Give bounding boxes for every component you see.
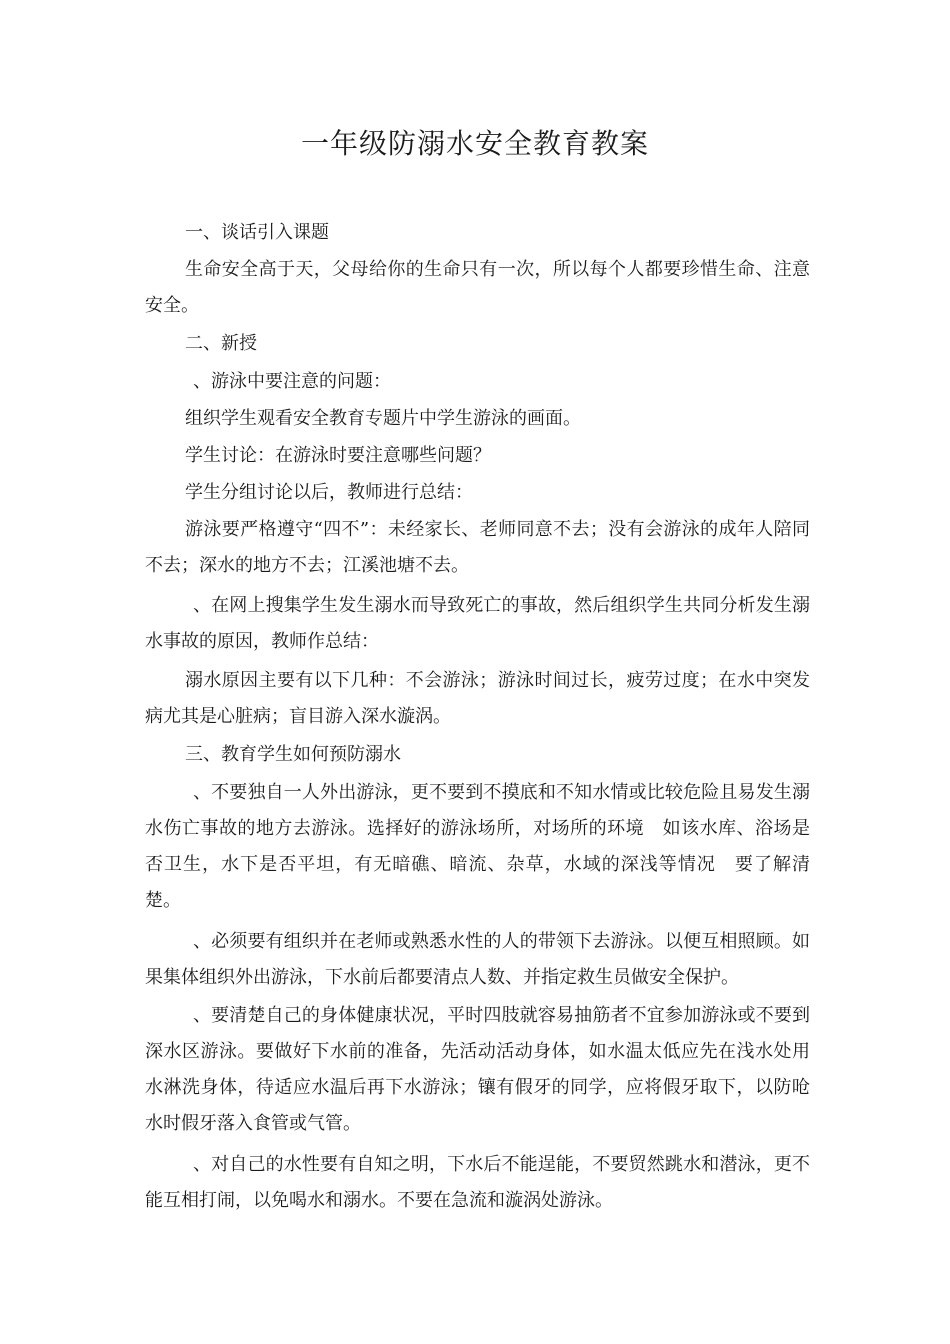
paragraph: 溺水原因主要有以下几种：不会游泳；游泳时间过长，疲劳过度；在水中突发病尤其是心脏病；盲目游入深水漩涡。 [145,670,810,727]
paragraph: 、不要独自一人外出游泳，更不要到不摸底和不知水情或比较危险且易发生溺水伤亡事故的地方去游泳。选择好的游泳场所，对场所的环境 如该水库、浴场是否卫生，水下是否平坦，有无暗礁、暗流、杂草，水域的深浅等情况 要了解清楚。 [145,782,810,911]
paragraph: 组织学生观看安全教育专题片中学生游泳的画面。 [185,408,581,429]
document-title: 一年级防溺水安全教育教案 [300,127,649,160]
paragraph: 、必须要有组织并在老师或熟悉水性的人的带领下去游泳。以便互相照顾。如果集体组织外出游泳，下水前后都要清点人数、并指定救生员做安全保护。 [145,931,810,988]
paragraph: 、在网上搜集学生发生溺水而导致死亡的事故，然后组织学生共同分析发生溺水事故的原因，教师作总结： [145,595,810,652]
section-heading-3: 三、教育学生如何预防溺水 [185,744,401,765]
paragraph: 、要清楚自己的身体健康状况，平时四肢就容易抽筋者不宜参加游泳或不要到深水区游泳。要做好下水前的准备，先活动活动身体，如水温太低应先在浅水处用水淋洗身体，待适应水温后再下水游泳；镶有假牙的同学，应将假牙取下，以防呛水时假牙落入食管或气管。 [145,1005,810,1134]
section-heading-2: 二、新授 [185,333,257,354]
paragraph: 游泳要严格遵守“四不”：未经家长、老师同意不去；没有会游泳的成年人陪同不去；深水的地方不去；江溪池塘不去。 [145,519,810,576]
paragraph: 生命安全高于天，父母给你的生命只有一次，所以每个人都要珍惜生命、注意安全。 [145,259,810,316]
paragraph: 学生分组讨论以后，教师进行总结： [185,482,473,503]
paragraph: 学生讨论：在游泳时要注意哪些问题？ [185,445,491,466]
paragraph: 、对自己的水性要有自知之明，下水后不能逞能，不要贸然跳水和潜泳，更不能互相打闹，以免喝水和溺水。不要在急流和漩涡处游泳。 [145,1154,810,1211]
sub-heading: 、游泳中要注意的问题： [193,371,391,392]
section-heading-1: 一、谈话引入课题 [185,222,329,243]
